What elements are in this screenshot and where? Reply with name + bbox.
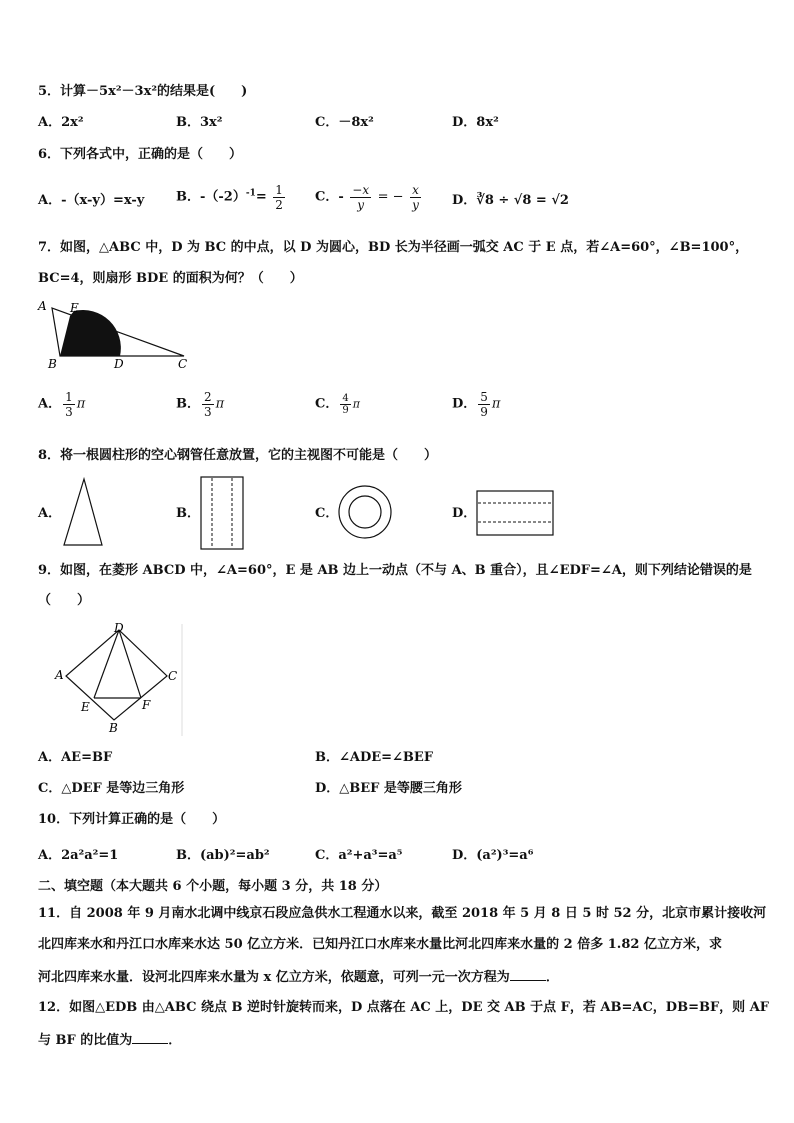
q9-option-b: B．∠ADE=∠BEF — [315, 750, 434, 765]
q6-option-c: C．- $\frac{-x}{y}$ = − $\frac{x}{y}$ — [315, 183, 419, 212]
q7-label-a: A — [38, 299, 47, 313]
q6-option-b: B．$-(-2)^{-1}=$ $\frac{1}{2}$ — [176, 183, 283, 212]
q11-line3: 河北四库来水量．设河北四库来水量为 x 亿立方米，依题意，可列一元一次方程为 ． — [38, 970, 559, 985]
q7-stem-line2: BC=4，则扇形 BDE 的面积为何？（ ） — [38, 271, 303, 286]
q9-label-b: B — [109, 721, 118, 735]
q10-option-a: A．2a²a²=1 — [38, 848, 119, 863]
q5-option-c: C．－8x² — [315, 115, 374, 130]
q8-stem: 8．将一根圆柱形的空心钢管任意放置，它的主视图不可能是（ ） — [38, 448, 438, 463]
q9-label-f: F — [142, 698, 151, 712]
q7-option-b: B． $\frac{2}{3}$ π — [176, 390, 225, 419]
q7-option-a: A． $\frac{1}{3}$ π — [38, 390, 86, 419]
q5-option-d: D．8x² — [452, 115, 499, 130]
q8-option-a-figure — [62, 478, 104, 548]
q8-option-c: C． — [315, 506, 339, 521]
q10-option-d: D．(a²)³=a⁶ — [452, 848, 534, 863]
q7-option-d: D． $\frac{5}{9}$ π — [452, 390, 501, 419]
q9-label-a: A — [55, 668, 64, 682]
q7-label-b: B — [48, 357, 57, 371]
q12-answer-blank — [132, 1031, 168, 1044]
q5-option-a: A．2x² — [38, 115, 84, 130]
q8-option-d-figure — [476, 490, 554, 536]
q11-answer-blank — [510, 968, 546, 981]
q9-stem-line2: （ ） — [38, 593, 91, 608]
q10-stem: 10．下列计算正确的是（ ） — [38, 812, 226, 827]
q8-option-b-figure — [200, 476, 244, 550]
q6-stem: 6．下列各式中，正确的是（ ） — [38, 147, 243, 162]
q7-triangle-figure — [36, 298, 196, 370]
section-2-heading: 二、填空题（本大题共 6 个小题，每小题 3 分，共 18 分） — [38, 879, 388, 894]
q12-line2: 与 BF 的比值为 ． — [38, 1033, 182, 1048]
q9-option-d: D．△BEF 是等腰三角形 — [315, 781, 462, 796]
q6-option-d: D．∛8 ÷ √8 = √2 — [452, 193, 569, 208]
q8-option-a: A． — [38, 506, 62, 521]
q8-option-d: D． — [452, 506, 477, 521]
q7-option-c: C． $\frac{4}{9}$ π — [315, 393, 360, 416]
q7-label-e: E — [70, 301, 79, 315]
q10-option-b: B．(ab)²=ab² — [176, 848, 270, 863]
q10-option-c: C．a²+a³=a⁵ — [315, 848, 403, 863]
q5-option-b: B．3x² — [176, 115, 223, 130]
q9-label-d: D — [114, 621, 124, 635]
q5-stem: 5．计算－5x²－3x²的结果是( ) — [38, 84, 248, 99]
q7-label-d: D — [114, 357, 124, 371]
q8-option-c-figure — [337, 484, 393, 540]
q9-rhombus-figure — [52, 620, 184, 736]
q12-line1: 12．如图△EDB 由△ABC 绕点 B 逆时针旋转而来，D 点落在 AC 上，DE 交 AB 于点 F，若 AB=AC，DB=BF，则 AF — [38, 1000, 770, 1015]
q8-option-b: B． — [176, 506, 200, 521]
q9-stem-line1: 9．如图，在菱形 ABCD 中，∠A=60°，E 是 AB 边上一动点（不与 A、B 重合），且∠EDF=∠A，则下列结论错误的是 — [38, 563, 752, 578]
q6-option-a: A．-（x-y）=x-y — [38, 193, 145, 208]
q7-label-c: C — [178, 357, 188, 371]
q9-label-e: E — [81, 700, 90, 714]
q9-option-c: C．△DEF 是等边三角形 — [38, 781, 185, 796]
q11-line2: 北四库来水和丹江口水库来水达 50 亿立方米．已知丹江口水库来水量比河北四库来水量的 2 倍多 1.82 亿立方米，求 — [38, 937, 722, 952]
q11-line1: 11．自 2008 年 9 月南水北调中线京石段应急供水工程通水以来，截至 2018 年 5 月 8 日 5 时 52 分，北京市累计接收河 — [38, 906, 767, 921]
q9-label-c: C — [168, 669, 178, 683]
q9-option-a: A．AE=BF — [38, 750, 113, 765]
q7-stem-line1: 7．如图，△ABC 中，D 为 BC 的中点，以 D 为圆心，BD 长为半径画一弧交 AC 于 E 点，若∠A=60°，∠B=100°， — [38, 240, 749, 255]
